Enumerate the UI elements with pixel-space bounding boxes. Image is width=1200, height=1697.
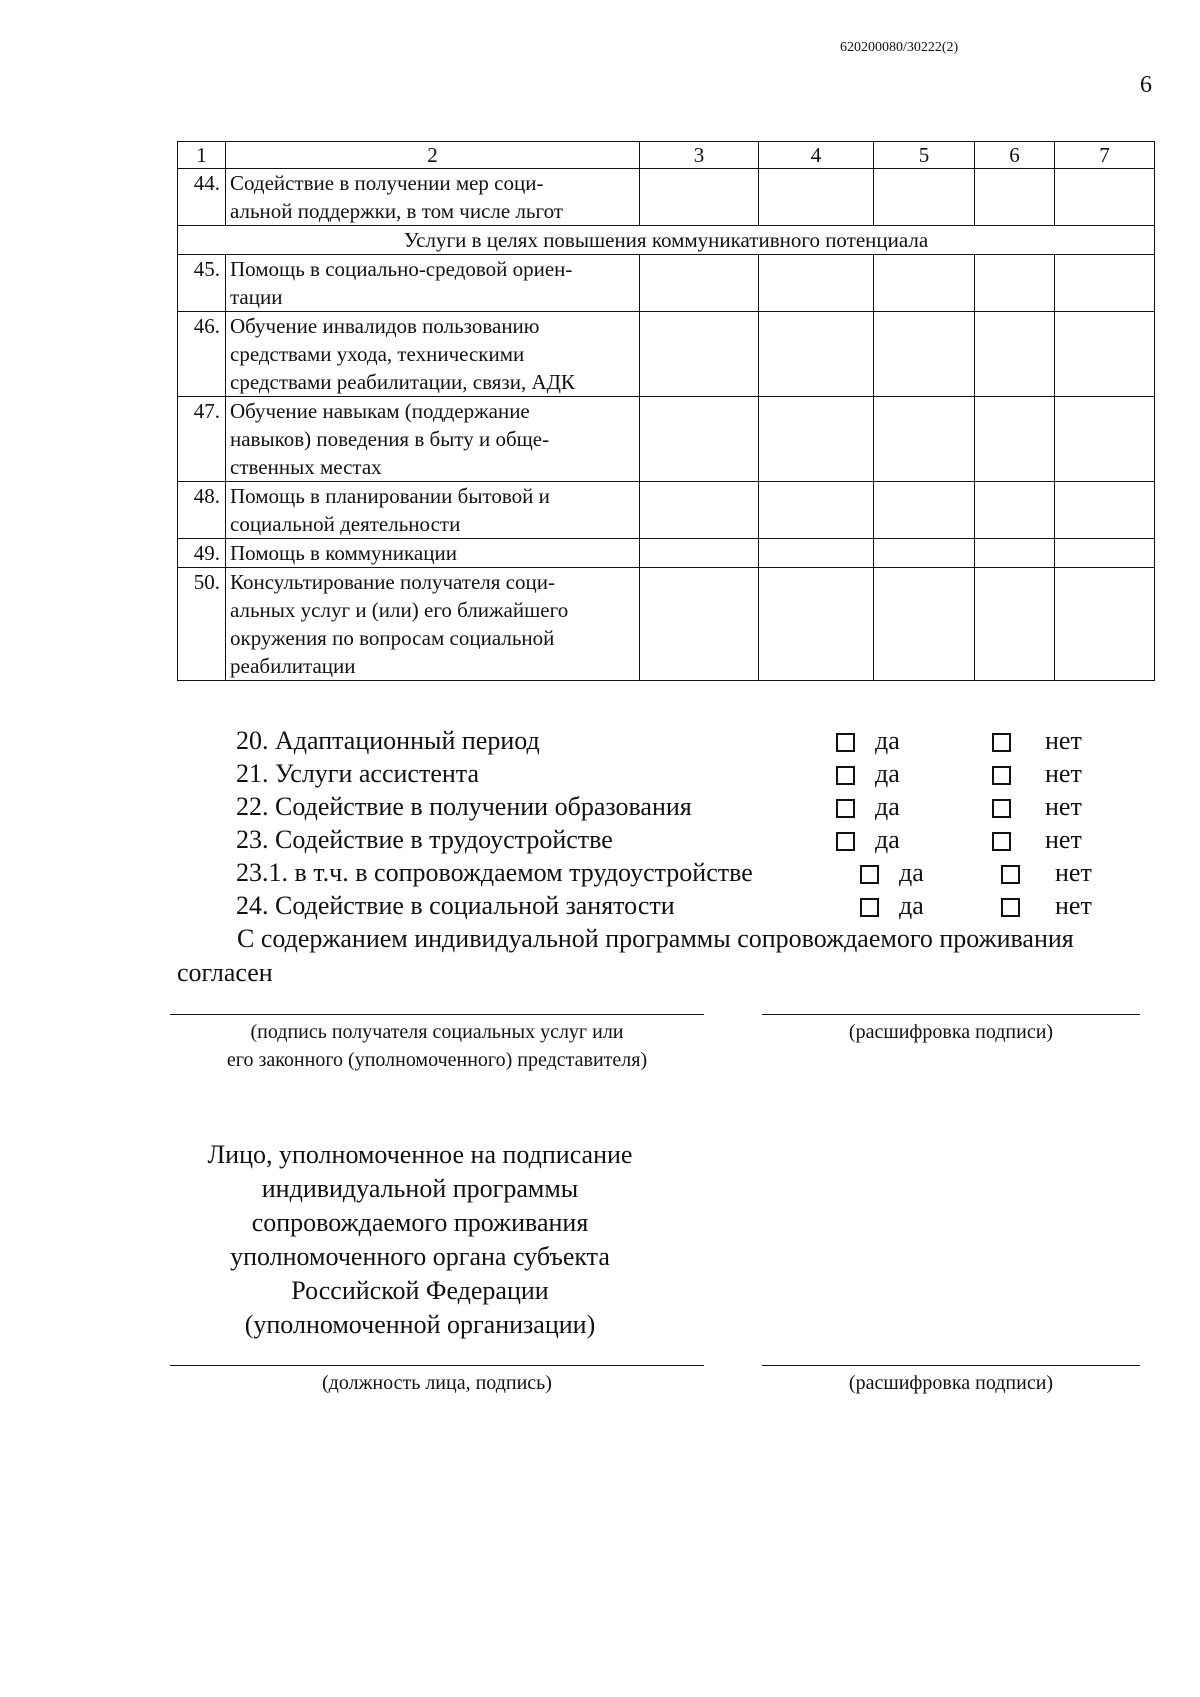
table-row (178, 568, 1155, 681)
option-yes-label: да (875, 792, 900, 821)
column-header: 7 (1055, 142, 1155, 169)
table-cell (640, 568, 759, 681)
table-cell (1055, 312, 1155, 397)
authorized-line: Лицо, уполномоченное на подписание (207, 1140, 633, 1169)
service-name-line: Помощь в коммуникации (230, 541, 457, 565)
signature-line[interactable] (170, 1014, 704, 1015)
service-name-line: окружения по вопросам социальной (230, 626, 555, 650)
table-cell (874, 568, 975, 681)
table-cell (759, 539, 874, 568)
column-header: 5 (874, 142, 975, 169)
table-cell (975, 255, 1055, 312)
table-cell (640, 312, 759, 397)
service-name-line: тации (230, 285, 283, 309)
table-cell (1055, 482, 1155, 539)
service-name-line: альных услуг и (или) его ближайшего (230, 598, 569, 622)
option-label: 23. Содействие в трудоустройстве (236, 825, 613, 854)
table-cell (1055, 397, 1155, 482)
service-name-line: Обучение навыкам (поддержание (230, 399, 530, 423)
checkbox-no[interactable] (992, 799, 1011, 818)
checkbox-yes[interactable] (836, 733, 855, 752)
option-label: 20. Адаптационный период (236, 726, 540, 755)
position-caption: (должность лица, подпись) (322, 1372, 552, 1394)
decoding-caption: (расшифровка подписи) (848, 1021, 1054, 1043)
authorized-person-block (170, 1138, 670, 1342)
signature-caption-line: его законного (уполномоченного) представителя) (226, 1049, 648, 1071)
table-cell (640, 539, 759, 568)
option-label: 22. Содействие в получении образования (236, 792, 692, 821)
checkbox-no[interactable] (992, 766, 1011, 785)
decoding-caption: (расшифровка подписи) (848, 1372, 1054, 1394)
table-cell (759, 312, 874, 397)
column-header: 3 (640, 142, 759, 169)
table-row (178, 397, 1155, 482)
checkbox-yes[interactable] (860, 865, 879, 884)
service-name-line: альной поддержки, в том числе льгот (230, 199, 563, 223)
checkbox-yes[interactable] (860, 898, 879, 917)
service-name-line: средствами ухода, техническими (230, 342, 525, 366)
table-cell (874, 255, 975, 312)
table-header-row (178, 142, 1155, 169)
checkbox-no[interactable] (1001, 865, 1020, 884)
row-number: 45. (178, 255, 226, 312)
table-cell (640, 482, 759, 539)
table-cell (874, 169, 975, 226)
table-row (178, 539, 1155, 568)
service-name (226, 397, 640, 482)
service-name-line: реабилитации (230, 654, 356, 678)
option-yes-label: да (875, 825, 900, 854)
table-cell (874, 397, 975, 482)
agreement-text (177, 922, 1157, 990)
service-name-line: Обучение инвалидов пользованию (230, 314, 540, 338)
checkbox-yes[interactable] (836, 799, 855, 818)
service-name-line: Консультирование получателя соци- (230, 570, 555, 594)
row-number: 49. (178, 539, 226, 568)
option-yes-label: да (875, 759, 900, 788)
table-cell (759, 169, 874, 226)
table-cell (1055, 568, 1155, 681)
row-number: 44. (178, 169, 226, 226)
agreement-line: согласен (177, 958, 273, 987)
service-name (226, 255, 640, 312)
option-yes-label: да (899, 858, 924, 887)
checkbox-yes[interactable] (836, 832, 855, 851)
checkbox-no[interactable] (992, 832, 1011, 851)
table-cell (874, 539, 975, 568)
table-row (178, 312, 1155, 397)
service-name (226, 312, 640, 397)
column-header: 1 (178, 142, 226, 169)
table-row (178, 169, 1155, 226)
option-label: 23.1. в т.ч. в сопровождаемом трудоустройстве (236, 858, 753, 887)
option-no-label: нет (1045, 759, 1082, 788)
table-cell (759, 482, 874, 539)
row-number: 50. (178, 568, 226, 681)
service-name (226, 539, 640, 568)
service-name-line: средствами реабилитации, связи, АДК (230, 370, 575, 394)
table-cell (759, 397, 874, 482)
authorized-line: сопровождаемого проживания (251, 1208, 589, 1237)
option-no-label: нет (1045, 825, 1082, 854)
column-header: 6 (975, 142, 1055, 169)
section-row (178, 226, 1155, 255)
table-cell (874, 482, 975, 539)
table-cell (975, 482, 1055, 539)
service-name (226, 169, 640, 226)
table-cell (975, 312, 1055, 397)
section-title: Услуги в целях повышения коммуникативного потенциала (178, 226, 1155, 255)
table-cell (874, 312, 975, 397)
column-header: 4 (759, 142, 874, 169)
option-yes-label: да (875, 726, 900, 755)
option-no-label: нет (1045, 726, 1082, 755)
signature-caption-line: (подпись получателя социальных услуг или (250, 1021, 624, 1043)
document-code: 620200080/30222(2) (840, 40, 959, 55)
table-cell (640, 255, 759, 312)
authorized-line: Российской Федерации (291, 1276, 549, 1305)
table-cell (1055, 539, 1155, 568)
table-cell (640, 169, 759, 226)
option-yes-label: да (899, 891, 924, 920)
agreement-line: С содержанием индивидуальной программы сопровождаемого проживания (237, 924, 1074, 953)
service-name (226, 482, 640, 539)
option-label: 24. Содействие в социальной занятости (236, 891, 675, 920)
table-row (178, 255, 1155, 312)
option-label: 21. Услуги ассистента (236, 759, 479, 788)
checkbox-yes[interactable] (836, 766, 855, 785)
table-cell (1055, 169, 1155, 226)
service-name-line: ственных местах (230, 455, 382, 479)
table-cell (975, 568, 1055, 681)
option-no-label: нет (1045, 792, 1082, 821)
authorized-line: уполномоченного органа субъекта (230, 1242, 610, 1271)
row-number: 46. (178, 312, 226, 397)
table-cell (759, 255, 874, 312)
service-name-line: Содействие в получении мер соци- (230, 171, 544, 195)
checkbox-no[interactable] (1001, 898, 1020, 917)
service-name-line: социальной деятельности (230, 512, 461, 536)
services-table (177, 141, 1155, 681)
authorized-line: (уполномоченной организации) (244, 1310, 596, 1339)
row-number: 47. (178, 397, 226, 482)
row-number: 48. (178, 482, 226, 539)
table-cell (975, 539, 1055, 568)
signature-decoding-line[interactable] (762, 1365, 1140, 1366)
option-no-label: нет (1055, 858, 1092, 887)
service-name-line: Помощь в социально-средовой ориен- (230, 257, 573, 281)
table-cell (759, 568, 874, 681)
service-name-line: навыков) поведения в быту и обще- (230, 427, 550, 451)
table-cell (975, 169, 1055, 226)
signature-decoding-line[interactable] (762, 1014, 1140, 1015)
signature-caption (170, 1018, 704, 1074)
option-no-label: нет (1055, 891, 1092, 920)
table-cell (640, 397, 759, 482)
table-cell (1055, 255, 1155, 312)
service-name (226, 568, 640, 681)
checkbox-no[interactable] (992, 733, 1011, 752)
service-name-line: Помощь в планировании бытовой и (230, 484, 550, 508)
table-row (178, 482, 1155, 539)
authorized-line: индивидуальной программы (261, 1174, 579, 1203)
table-cell (975, 397, 1055, 482)
column-header: 2 (226, 142, 640, 169)
position-signature-line[interactable] (170, 1365, 704, 1366)
page-number: 6 (1140, 72, 1152, 98)
